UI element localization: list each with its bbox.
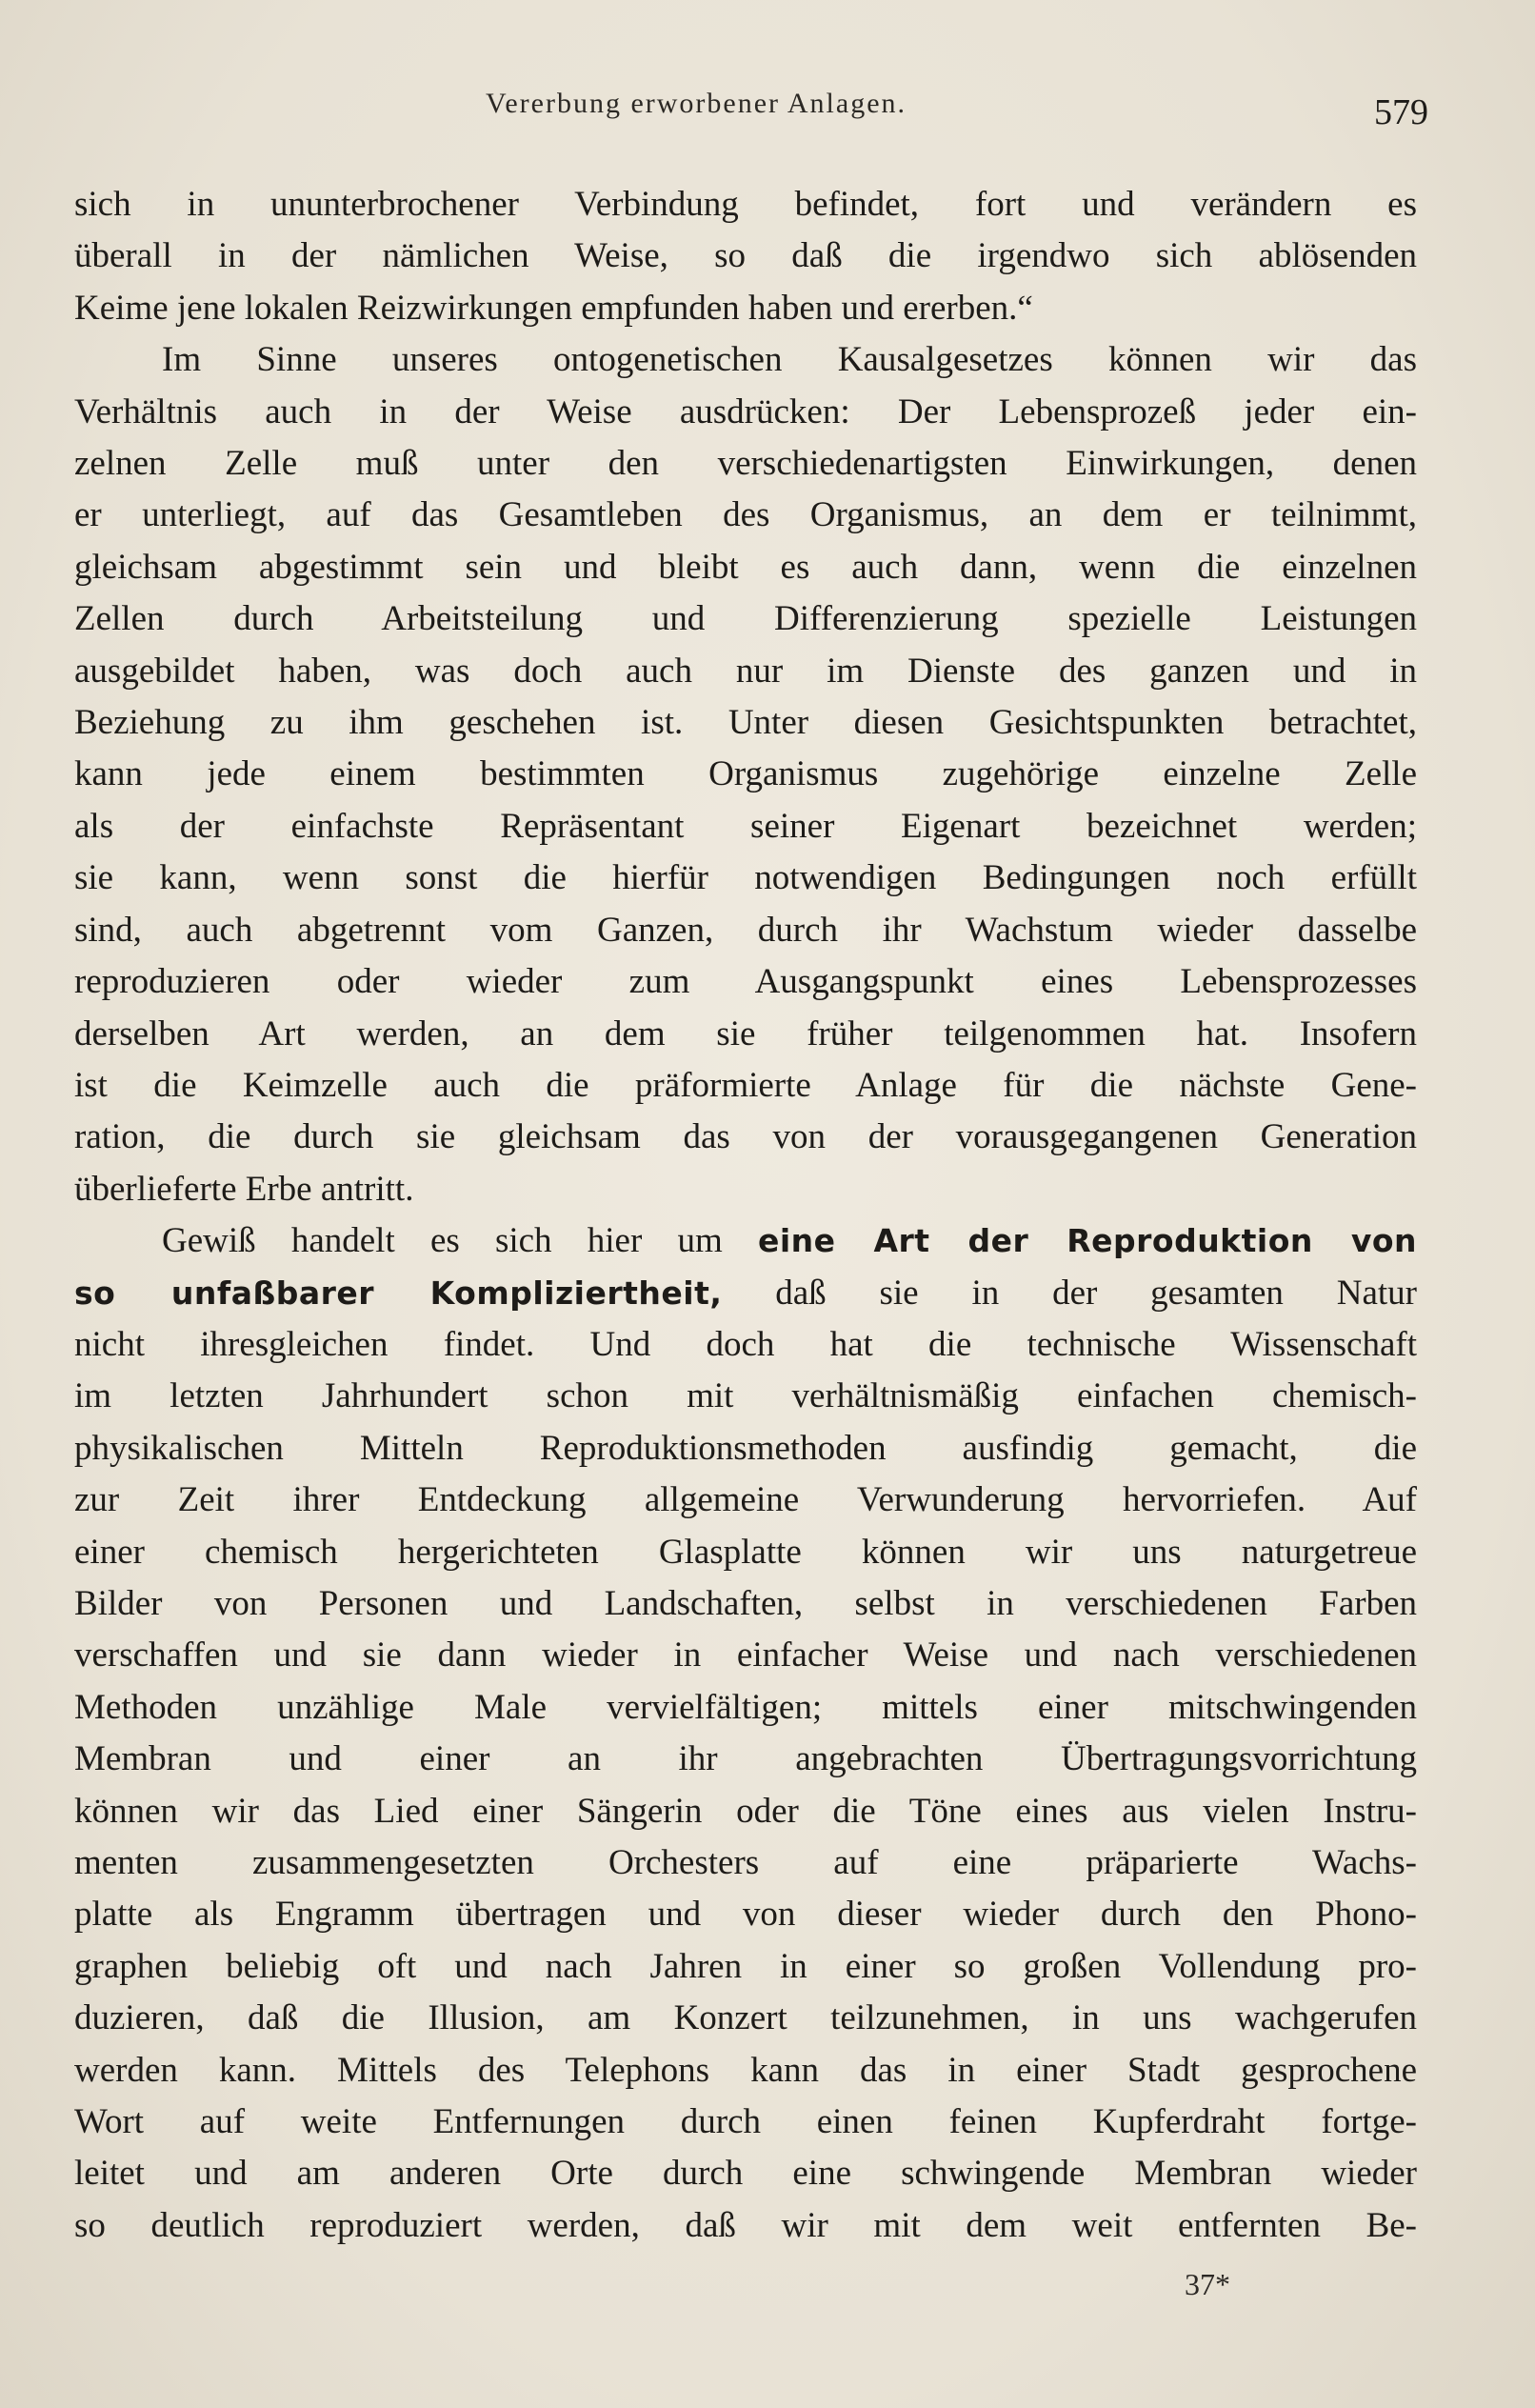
text-line-content: Im Sinne unseres ontogenetischen Kausalgesetzes können wir das — [162, 340, 1417, 380]
emphasis-text: eine Art der Reproduktion von — [757, 1222, 1417, 1260]
text-line — [74, 1215, 1417, 1267]
text-line: sie kann, wenn sonst die hierfür notwendigen Bedingungen noch erfüllt — [74, 858, 1417, 898]
text-line: Membran und einer an ihr angebrachten Übertragungsvorrichtung — [74, 1739, 1417, 1779]
text-line: ist die Keimzelle auch die präformierte Anlage für die nächste Gene- — [74, 1065, 1417, 1105]
text-line: derselben Art werden, an dem sie früher teilgenommen hat. Insofern — [74, 1013, 1417, 1054]
signature-mark: 37* — [1185, 2267, 1230, 2301]
text-line: im letzten Jahrhundert schon mit verhältnismäßig einfachen chemisch- — [74, 1376, 1417, 1416]
text-run: Gewiß handelt es sich hier um — [162, 1221, 758, 1261]
text-line: werden kann. Mittels des Telephons kann das in einer Stadt gesprochene — [74, 2050, 1417, 2090]
running-head — [76, 88, 1428, 145]
page-number: 579 — [1374, 92, 1428, 132]
text-line: verschaffen und sie dann wieder in einfacher Weise und nach verschiedenen — [74, 1635, 1417, 1676]
text-line: überall in der nämlichen Weise, so daß die irgendwo sich ablösenden — [74, 236, 1417, 276]
text-line: nicht ihresgleichen findet. Und doch hat die technische Wissenschaft — [74, 1324, 1417, 1364]
body-text — [74, 179, 1417, 2252]
text-line: Bilder von Personen und Landschaften, selbst in verschiedenen Farben — [74, 1583, 1417, 1623]
text-line — [74, 1268, 1417, 1319]
text-line: sind, auch abgetrennt vom Ganzen, durch ihr Wachstum wieder dasselbe — [74, 910, 1417, 950]
text-line: überlieferte Erbe antritt. — [74, 1169, 414, 1209]
text-line: ausgebildet haben, was doch auch nur im Dienste des ganzen und in — [74, 651, 1417, 691]
text-line: so deutlich reproduziert werden, daß wir mit dem weit entfernten Be- — [74, 2205, 1417, 2245]
text-line: leitet und am anderen Orte durch eine schwingende Membran wieder — [74, 2154, 1417, 2194]
text-line: einer chemisch hergerichteten Glasplatte können wir uns naturgetreue — [74, 1532, 1417, 1572]
text-line: Beziehung zu ihm geschehen ist. Unter diesen Gesichtspunkten betrachtet, — [74, 703, 1417, 743]
text-line: kann jede einem bestimmten Organismus zugehörige einzelne Zelle — [74, 754, 1417, 794]
text-line: Methoden unzählige Male vervielfältigen; mittels einer mitschwingenden — [74, 1687, 1417, 1727]
text-line: er unterliegt, auf das Gesamtleben des Organismus, an dem er teilnimmt, — [74, 495, 1417, 535]
paragraph-2 — [74, 334, 1417, 1215]
text-run: daß sie in der gesamten Natur — [722, 1273, 1417, 1313]
emphasis-text: so unfaßbarer Kompliziertheit, — [74, 1274, 723, 1312]
text-line: Wort auf weite Entfernungen durch einen feinen Kupferdraht fortge- — [74, 2102, 1417, 2142]
text-line: platte als Engramm übertragen und von dieser wieder durch den Phono- — [74, 1895, 1417, 1935]
text-line: gleichsam abgestimmt sein und bleibt es auch dann, wenn die einzelnen — [74, 547, 1417, 587]
text-line: können wir das Lied einer Sängerin oder die Töne eines aus vielen Instru- — [74, 1791, 1417, 1831]
text-line: zur Zeit ihrer Entdeckung allgemeine Verwunderung hervorriefen. Auf — [74, 1480, 1417, 1520]
text-line: reproduzieren oder wieder zum Ausgangspunkt eines Lebensprozesses — [74, 962, 1417, 1002]
paragraph-1 — [74, 179, 1417, 334]
text-line: sich in ununterbrochener Verbindung befindet, fort und verändern es — [74, 185, 1417, 224]
text-line: Verhältnis auch in der Weise ausdrücken: Der Lebensprozeß jeder ein- — [74, 391, 1417, 431]
text-line: menten zusammengesetzten Orchesters auf eine präparierte Wachs- — [74, 1843, 1417, 1882]
text-line: Keime jene lokalen Reizwirkungen empfunden haben und ererben.“ — [74, 288, 1033, 328]
text-line: graphen beliebig oft und nach Jahren in einer so großen Vollendung pro- — [74, 1946, 1417, 1986]
paragraph-3 — [74, 1215, 1417, 2252]
text-line: physikalischen Mitteln Reproduktionsmethoden ausfindig gemacht, die — [74, 1428, 1417, 1468]
text-line: als der einfachste Repräsentant seiner Eigenart bezeichnet werden; — [74, 806, 1417, 846]
text-line: ration, die durch sie gleichsam das von der vorausgegangenen Generation — [74, 1117, 1417, 1157]
text-line — [74, 334, 1417, 386]
text-line: zelnen Zelle muß unter den verschiedenartigsten Einwirkungen, denen — [74, 444, 1417, 484]
running-title: Vererbung erworbener Anlagen. — [486, 88, 907, 119]
text-line: duzieren, daß die Illusion, am Konzert teilzunehmen, in uns wachgerufen — [74, 1998, 1417, 2038]
text-line: Zellen durch Arbeitsteilung und Differenzierung spezielle Leistungen — [74, 599, 1417, 639]
